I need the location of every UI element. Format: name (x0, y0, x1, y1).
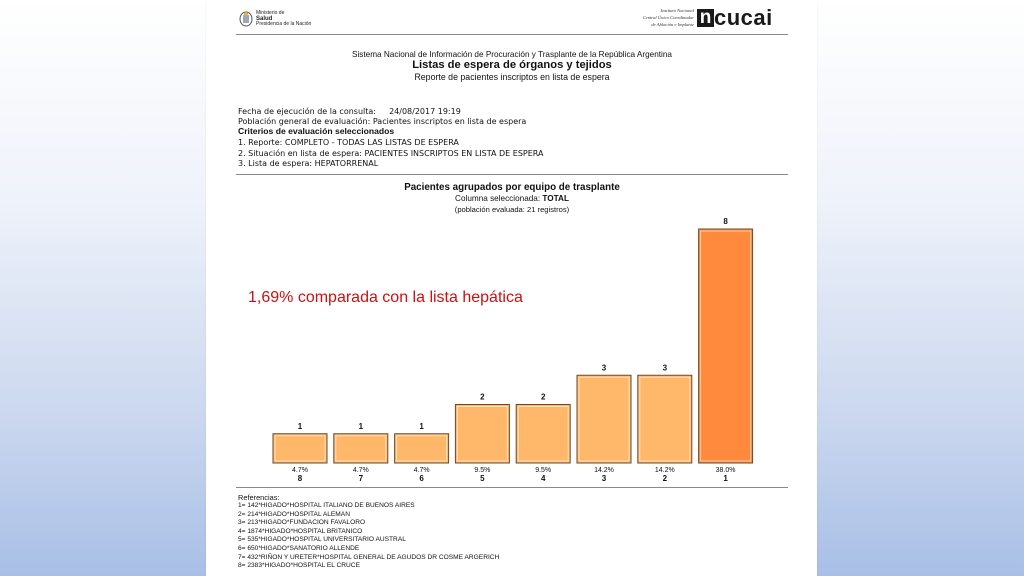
bar-percent-label: 9.5% (474, 467, 491, 474)
criteria-item: 3. Lista de espera: HEPATORRENAL (238, 159, 379, 168)
reference-item: 6= 650*HIGADO*SANATORIO ALLENDE (238, 544, 360, 552)
bar-percent-label: 14.2% (654, 467, 675, 474)
ministry-line: Ministerio de (256, 10, 285, 16)
reference-item: 3= 213*HIGADO*FUNDACION FAVALORO (238, 519, 366, 527)
chart-title: Pacientes agrupados por equipo de trasplante (404, 182, 620, 193)
bar-value-label: 3 (601, 363, 607, 373)
bar-value-label: 3 (662, 363, 668, 373)
incucai-logo-mark: n (697, 9, 714, 27)
reference-item: 1= 142*HIGADO*HOSPITAL ITALIANO DE BUENOS AIRES (238, 502, 415, 509)
ministry-line: Presidencia de la Nación (256, 21, 312, 28)
bar (455, 405, 509, 464)
chart-population-note: (población evaluada: 21 registros) (454, 205, 570, 214)
bar-percent-label: 9.5% (535, 467, 552, 474)
reference-item: 8= 2383*HIGADO*HOSPITAL EL CRUCE (238, 562, 360, 570)
reference-item: 4= 1874*HIGADO*HOSPITAL BRITANICO (238, 527, 363, 535)
bar-value-label: 1 (358, 421, 364, 431)
bar-chart (206, 0, 817, 576)
bar-category-label: 1 (723, 474, 728, 483)
bar (516, 405, 570, 464)
bar (273, 434, 327, 463)
bar (699, 229, 753, 463)
reference-item: 5= 535*HIGADO*HOSPITAL UNIVERSITARIO AUSTRAL (238, 536, 406, 544)
incucai-logo-text: cucai (714, 5, 773, 30)
reference-item: 7= 432*RIÑON Y URETER*HOSPITAL GENERAL DE AGUDOS DR COSME ARGERICH (238, 553, 500, 561)
bar-category-label: 8 (297, 474, 303, 483)
criteria-item: 1. Reporte: COMPLETO - TODAS LAS LISTAS DE ESPERA (238, 138, 459, 147)
population-line: Población general de evaluación: Pacientes inscriptos en lista de espera (238, 117, 527, 126)
institute-line: Central Único Coordinador (642, 14, 694, 20)
bar-percent-label: 4.7% (413, 467, 430, 474)
bar-value-label: 1 (297, 421, 303, 431)
bar (395, 434, 449, 463)
criteria-item: 2. Situación en lista de espera: PACIENTES INSCRIPTOS EN LISTA DE ESPERA (238, 149, 544, 158)
bar-category-label: 4 (540, 474, 546, 483)
references-list (238, 502, 499, 571)
slide-annotation: 1,69% comparada con la lista hepática (248, 289, 523, 306)
bar-category-label: 5 (480, 474, 485, 483)
bar-percent-label: 38.0% (715, 467, 736, 474)
column-value: TOTAL (542, 194, 569, 203)
bar-percent-label: 4.7% (352, 467, 369, 474)
ministry-line: Salud (256, 15, 273, 22)
chart-bottom-divider (236, 487, 788, 488)
report-subtitle: Reporte de pacientes inscriptos en lista de espera (414, 72, 610, 82)
bar-value-label: 2 (480, 392, 485, 402)
system-name: Sistema Nacional de Información de Procuración y Trasplante de la República Argentina (352, 50, 672, 59)
bar-value-label: 1 (419, 421, 424, 431)
bar (577, 375, 631, 463)
column-label: Columna seleccionada: (455, 194, 541, 203)
bar-category-label: 2 (662, 474, 668, 483)
execution-date-value: 24/08/2017 19:19 (389, 107, 461, 116)
criteria-title: Criterios de evaluación seleccionados (238, 126, 395, 136)
institute-line: de Ablación e Implante (651, 21, 694, 27)
bar (334, 434, 388, 463)
bar-value-label: 2 (540, 392, 546, 402)
report-page (206, 0, 817, 576)
bar-category-label: 7 (358, 474, 364, 483)
bar-value-label: 8 (723, 217, 728, 226)
bar-category-label: 3 (601, 474, 607, 483)
bar-category-label: 6 (419, 474, 424, 483)
references-title: Referencias: (238, 493, 280, 502)
reference-item: 2= 214*HIGADO*HOSPITAL ALEMAN (238, 510, 350, 518)
execution-date-label: Fecha de ejecución de la consulta: (238, 107, 376, 116)
institute-line: Instituto Nacional (660, 8, 694, 13)
bar (638, 375, 692, 463)
report-title: Listas de espera de órganos y tejidos (412, 59, 612, 71)
bar-percent-label: 4.7% (292, 467, 308, 474)
bar-percent-label: 14.2% (594, 467, 614, 474)
